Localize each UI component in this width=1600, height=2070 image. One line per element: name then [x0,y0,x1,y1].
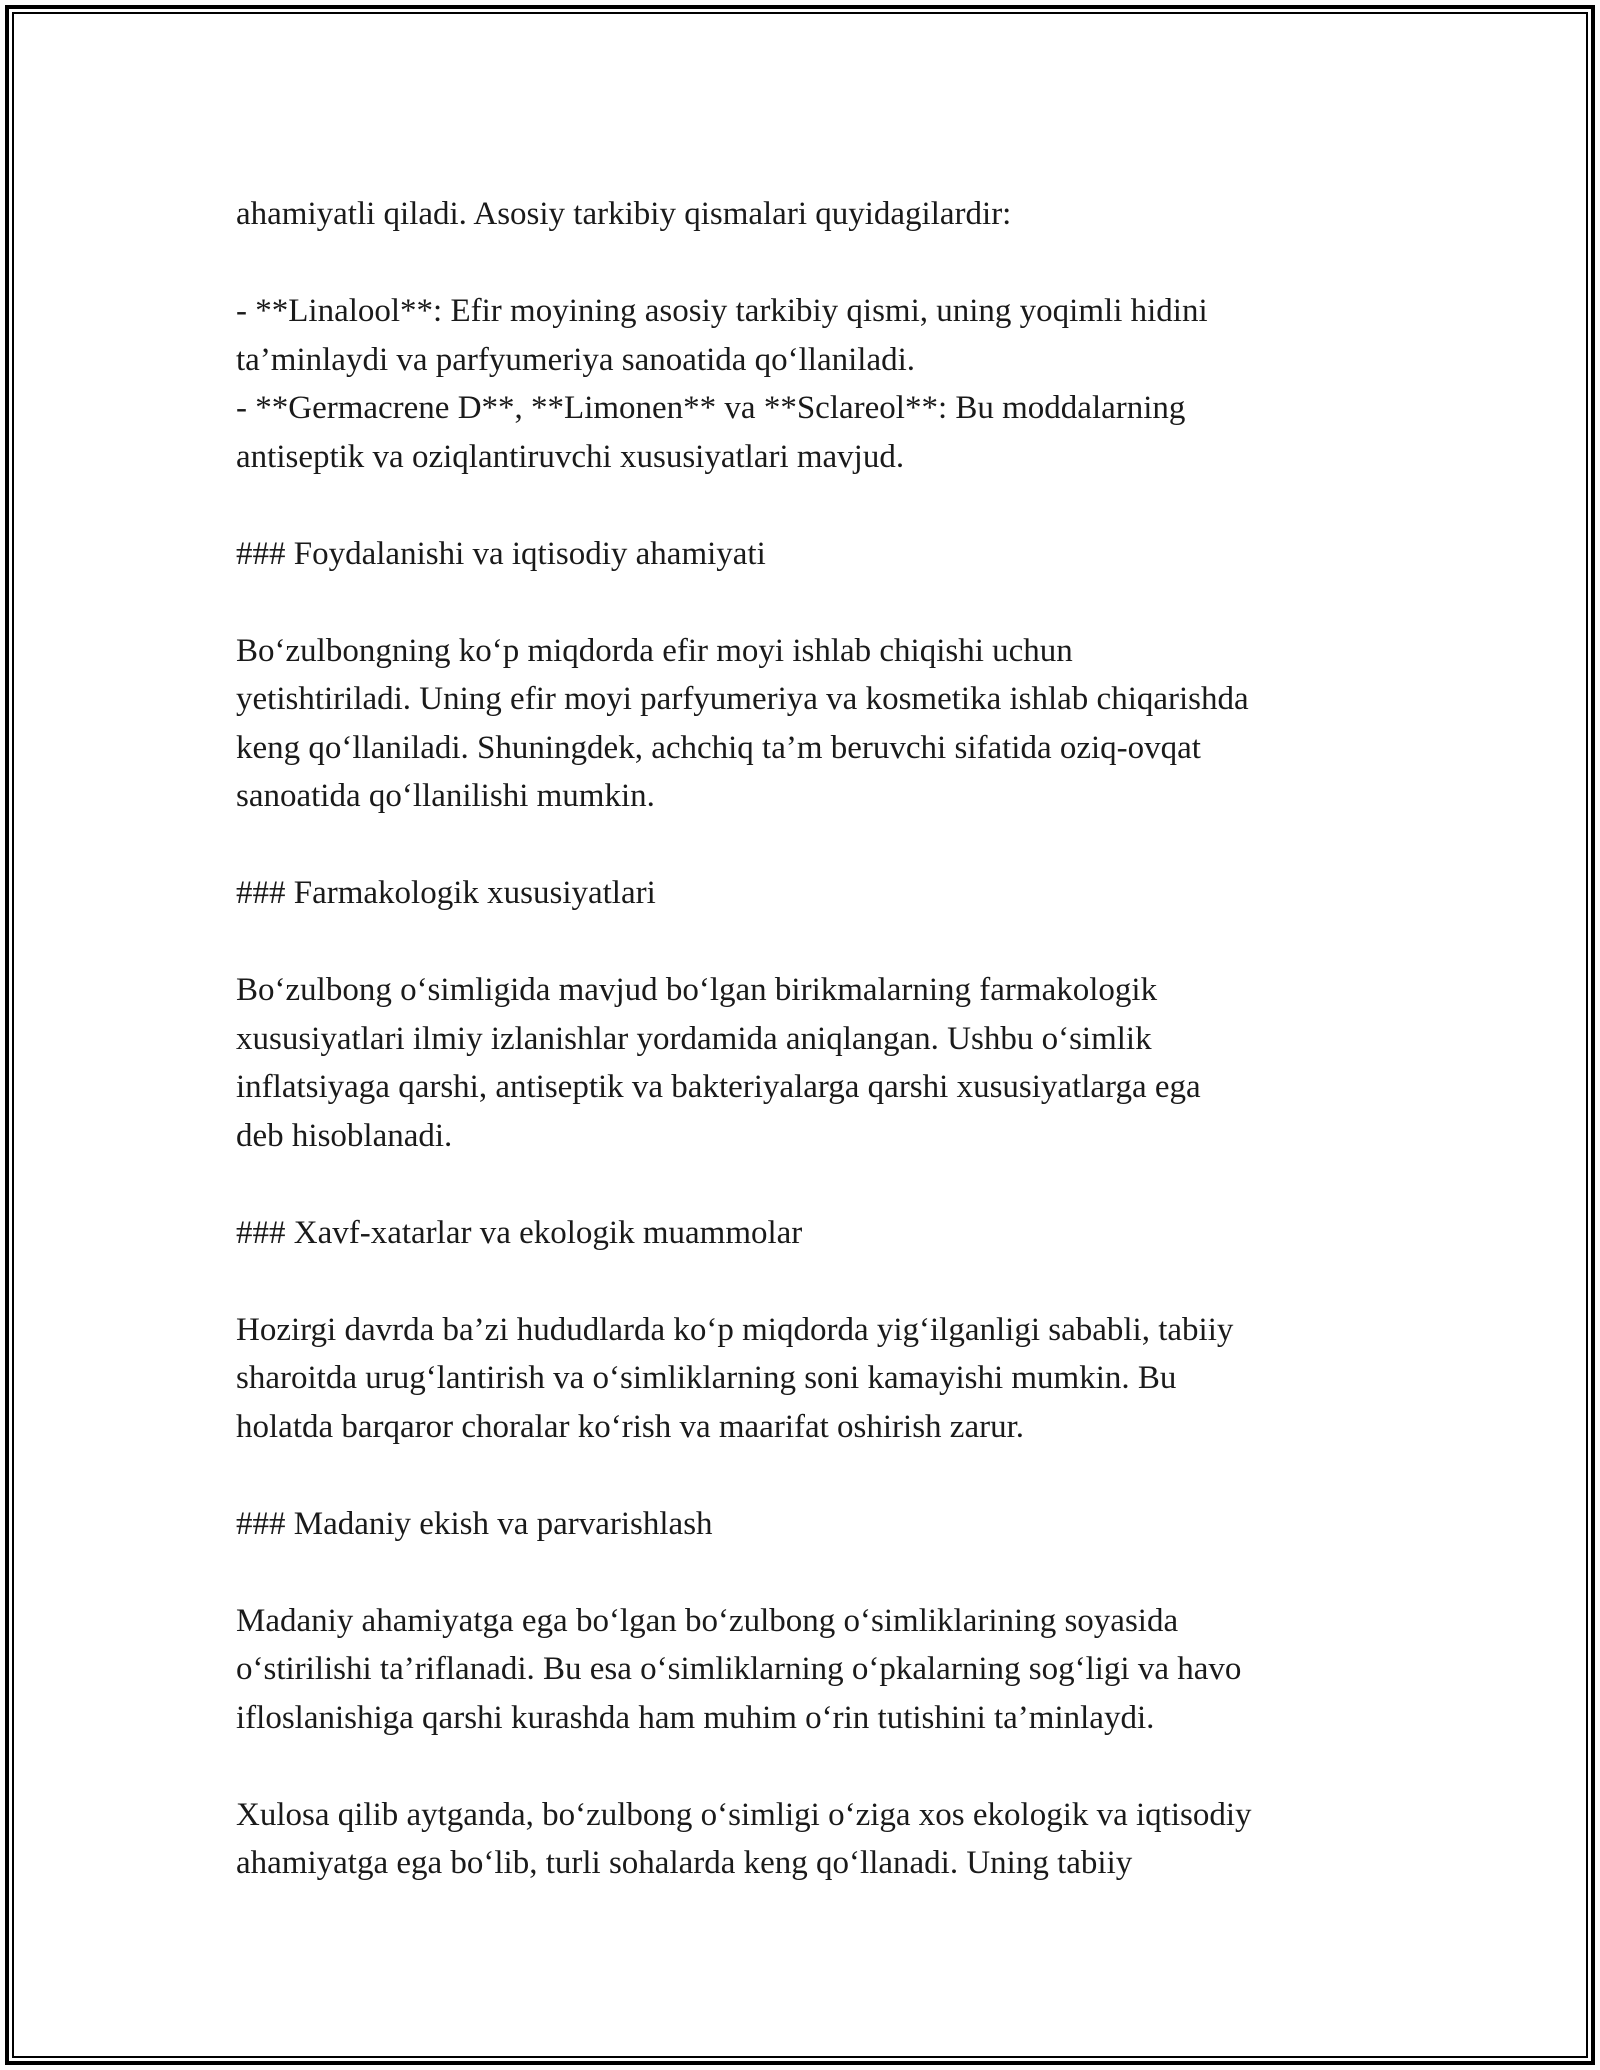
section-heading: ### Farmakologik xususiyatlari [236,875,656,911]
section-heading: ### Foydalanishi va iqtisodiy ahamiyati [236,535,766,572]
list-item-linalool [236,287,1396,384]
paragraph-line: Xulosa qilib aytganda, bo‘zulbong o‘simligi o‘ziga xos ekologik va iqtisodiy [236,1796,1252,1833]
list-item-germacrene [236,384,1396,481]
paragraph-line: xususiyatlari ilmiy izlanishlar yordamida aniqlangan. Ushbu o‘simlik [236,1020,1152,1057]
paragraph-gap [236,239,1396,288]
paragraph-line: keng qo‘llaniladi. Shuningdek, achchiq ta’m beruvchi sifatida oziq-ovqat [236,729,1201,766]
section-heading: ### Madaniy ekish va parvarishlash [236,1505,713,1542]
list-item-line: - **Linalool**: Efir moyining asosiy tarkibiy qismi, uning yoqimli hidini [236,293,1208,329]
list-item-line: antiseptik va oziqlantiruvchi xususiyatlari mavjud. [236,438,905,475]
section-risks [236,1209,1396,1452]
section-heading: ### Xavf-xatarlar va ekologik muammolar [236,1214,803,1251]
section-cultivation [236,1500,1396,1743]
paragraph-line: Madaniy ahamiyatga ega bo‘lgan bo‘zulbong o‘simliklarining soyasida [236,1602,1179,1639]
list-item-line: ta’minlaydi va parfyumeriya sanoatida qo‘llaniladi. [236,341,916,378]
paragraph-gap [236,1257,1396,1306]
paragraph-line: Bo‘zulbongning ko‘p miqdorda efir moyi ishlab chiqishi uchun [236,632,1073,669]
paragraph-line: ifloslanishiga qarshi kurashda ham muhim o‘rin tutishini ta’minlaydi. [236,1699,1155,1736]
paragraph-gap [236,1742,1396,1791]
component-list [236,287,1396,481]
paragraph-gap [236,1451,1396,1500]
paragraph-line: inflatsiyaga qarshi, antiseptik va bakteriyalarga qarshi xususiyatlarga ega [236,1069,1201,1105]
paragraph-gap [236,1160,1396,1209]
paragraph-line: ahamiyatga ega bo‘lib, turli sohalarda keng qo‘llanadi. Uning tabiiy [236,1845,1133,1881]
intro-line: ahamiyatli qiladi. Asosiy tarkibiy qismalari quyidagilardir: [236,196,1012,232]
paragraph-line: yetishtiriladi. Uning efir moyi parfyumeriya va kosmetika ishlab chiqarishda [236,681,1249,717]
paragraph-gap [236,821,1396,870]
list-item-line: - **Germacrene D**, **Limonen** va **Sclareol**: Bu moddalarning [236,390,1186,426]
section-pharmacology [236,869,1396,1160]
paragraph-line: deb hisoblanadi. [236,1117,453,1154]
paragraph-line: sanoatida qo‘llanilishi mumkin. [236,778,655,814]
paragraph-line: sharoitda urug‘lantirish va o‘simliklarning soni kamayishi mumkin. Bu [236,1360,1177,1396]
paragraph-line: Bo‘zulbong o‘simligida mavjud bo‘lgan birikmalarning farmakologik [236,972,1158,1008]
conclusion-paragraph [236,1791,1396,1888]
document-body [236,190,1396,1888]
paragraph-gap [236,918,1396,967]
section-usage [236,530,1396,821]
paragraph-line: Hozirgi davrda ba’zi hududlarda ko‘p miqdorda yig‘ilganligi sababli, tabiiy [236,1311,1234,1348]
paragraph-gap [236,578,1396,627]
paragraph-gap [236,481,1396,530]
paragraph-gap [236,1548,1396,1597]
paragraph-line: holatda barqaror choralar ko‘rish va maarifat oshirish zarur. [236,1408,1025,1445]
paragraph-line: o‘stirilishi ta’riflanadi. Bu esa o‘simliklarning o‘pkalarning sog‘ligi va havo [236,1651,1242,1687]
